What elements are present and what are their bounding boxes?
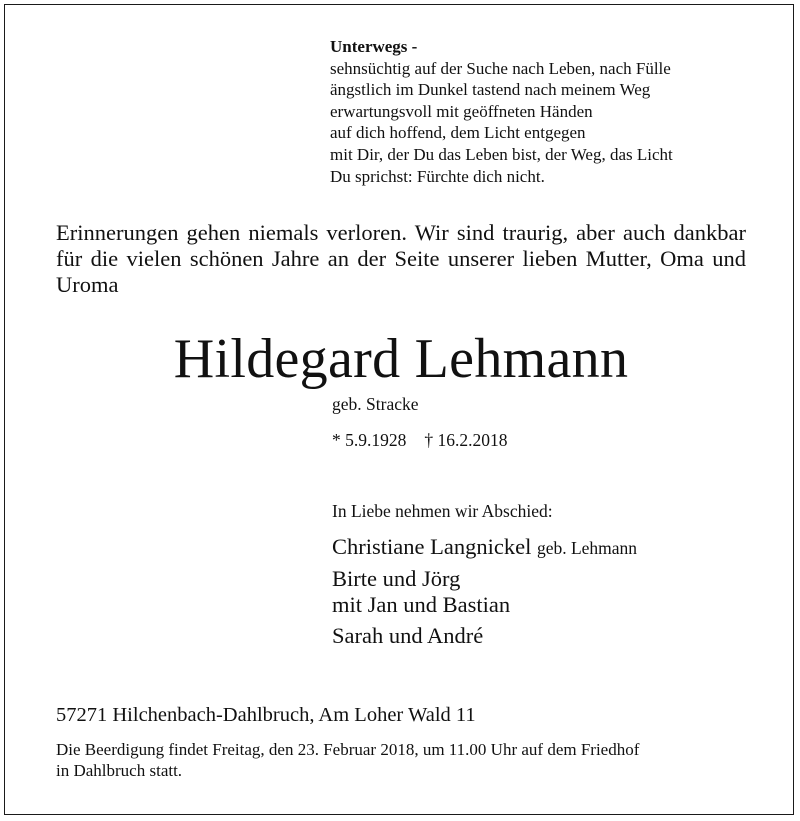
poem-line: auf dich hoffend, dem Licht entgegen xyxy=(330,123,586,143)
poem-line: Du sprichst: Fürchte dich nicht. xyxy=(330,166,545,186)
deceased-name: Hildegard Lehmann xyxy=(173,328,629,390)
death-date: † 16.2.2018 xyxy=(424,430,508,450)
poem-line: sehnsüchtig auf der Suche nach Leben, nach Fülle xyxy=(330,58,671,78)
mourner-entry xyxy=(332,566,637,618)
mourner-entry xyxy=(332,534,637,561)
mourner-birth-name: geb. Lehmann xyxy=(536,538,638,558)
poem xyxy=(330,36,673,187)
mourner-name: Sarah und André xyxy=(332,623,484,648)
mourner-name: Christiane Langnickel xyxy=(332,534,532,559)
family-address: 57271 Hilchenbach-Dahlbruch, Am Loher Wald 11 xyxy=(56,704,476,726)
poem-title: Unterwegs - xyxy=(330,37,418,56)
life-dates xyxy=(332,430,508,451)
mourners-list xyxy=(332,534,637,649)
mourner-entry xyxy=(332,623,637,649)
mourner-name: Birte und Jörg xyxy=(332,566,461,591)
poem-line: erwartungsvoll mit geöffneten Händen xyxy=(330,101,593,121)
funeral-notice-line: in Dahlbruch statt. xyxy=(56,760,183,780)
intro-text: Erinnerungen gehen niemals verloren. Wir sind traurig, aber auch dankbar für die vielen schönen Jahre an der Seite unserer lieben Mutter, Oma und Uroma xyxy=(56,220,746,297)
poem-line: ängstlich im Dunkel tastend nach meinem Weg xyxy=(330,80,651,100)
farewell-line: In Liebe nehmen wir Abschied: xyxy=(332,501,553,521)
mourner-children: mit Jan und Bastian xyxy=(332,592,511,617)
birth-date: * 5.9.1928 xyxy=(332,430,407,450)
deceased-birth-name: geb. Stracke xyxy=(332,394,419,414)
funeral-notice xyxy=(56,740,756,781)
funeral-notice-line: Die Beerdigung findet Freitag, den 23. Februar 2018, um 11.00 Uhr auf dem Friedhof xyxy=(56,740,640,759)
poem-line: mit Dir, der Du das Leben bist, der Weg, das Licht xyxy=(330,144,673,164)
